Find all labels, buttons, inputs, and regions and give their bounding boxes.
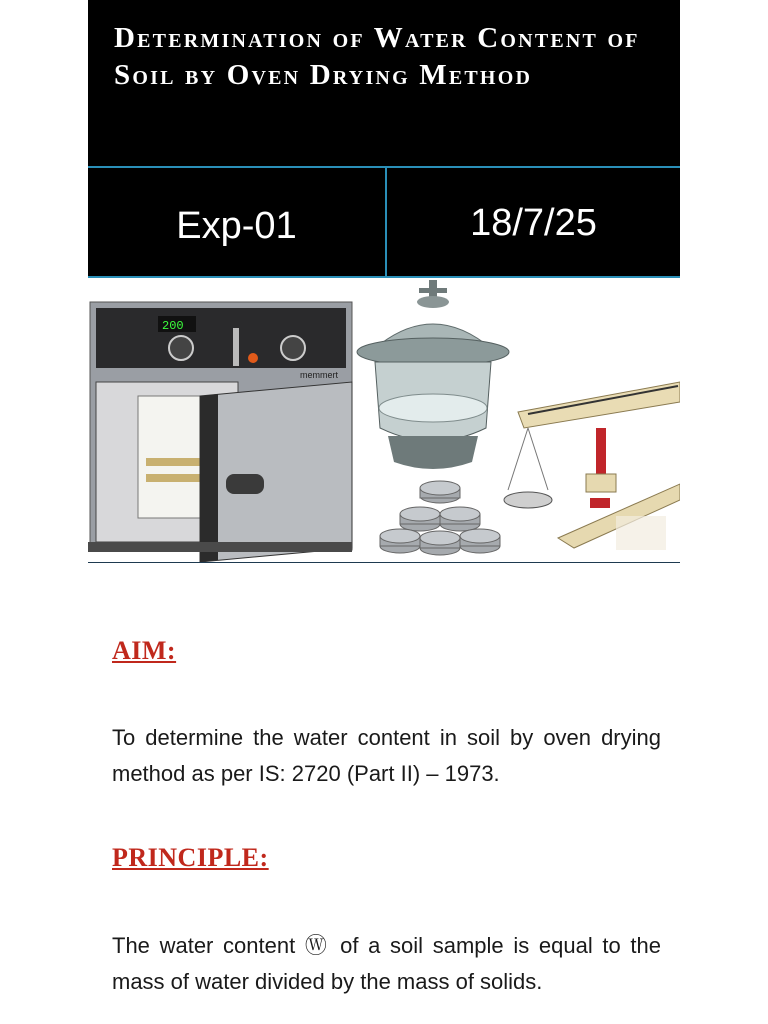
oven-icon (88, 302, 352, 562)
water-content-symbol: Ⓦ (304, 933, 331, 958)
page-title: Determination of Water Content of Soil by Oven Drying Method (114, 22, 640, 91)
title-banner (88, 0, 680, 166)
svg-text:200: 200 (162, 319, 184, 333)
aim-heading: AIM: (112, 636, 177, 665)
experiment-number: Exp-01 (176, 204, 297, 247)
principle-text-end: of a soil sample is equal to the mass of water divided by the mass of solids. (112, 933, 661, 994)
moisture-containers-icon (380, 481, 500, 555)
balance-icon (504, 382, 680, 550)
aim-text: To determine the water content in soil by oven drying method as per IS: 2720 (Part II) – 1973. (112, 725, 661, 786)
equipment-image (88, 278, 680, 563)
principle-text (112, 928, 661, 1000)
desiccator-icon (357, 280, 509, 469)
info-row (88, 166, 680, 278)
svg-text:memmert: memmert (300, 370, 338, 380)
principle-text-start: The water content (112, 933, 305, 958)
experiment-date: 18/7/25 (470, 202, 597, 244)
principle-heading: PRINCIPLE: (112, 843, 269, 872)
